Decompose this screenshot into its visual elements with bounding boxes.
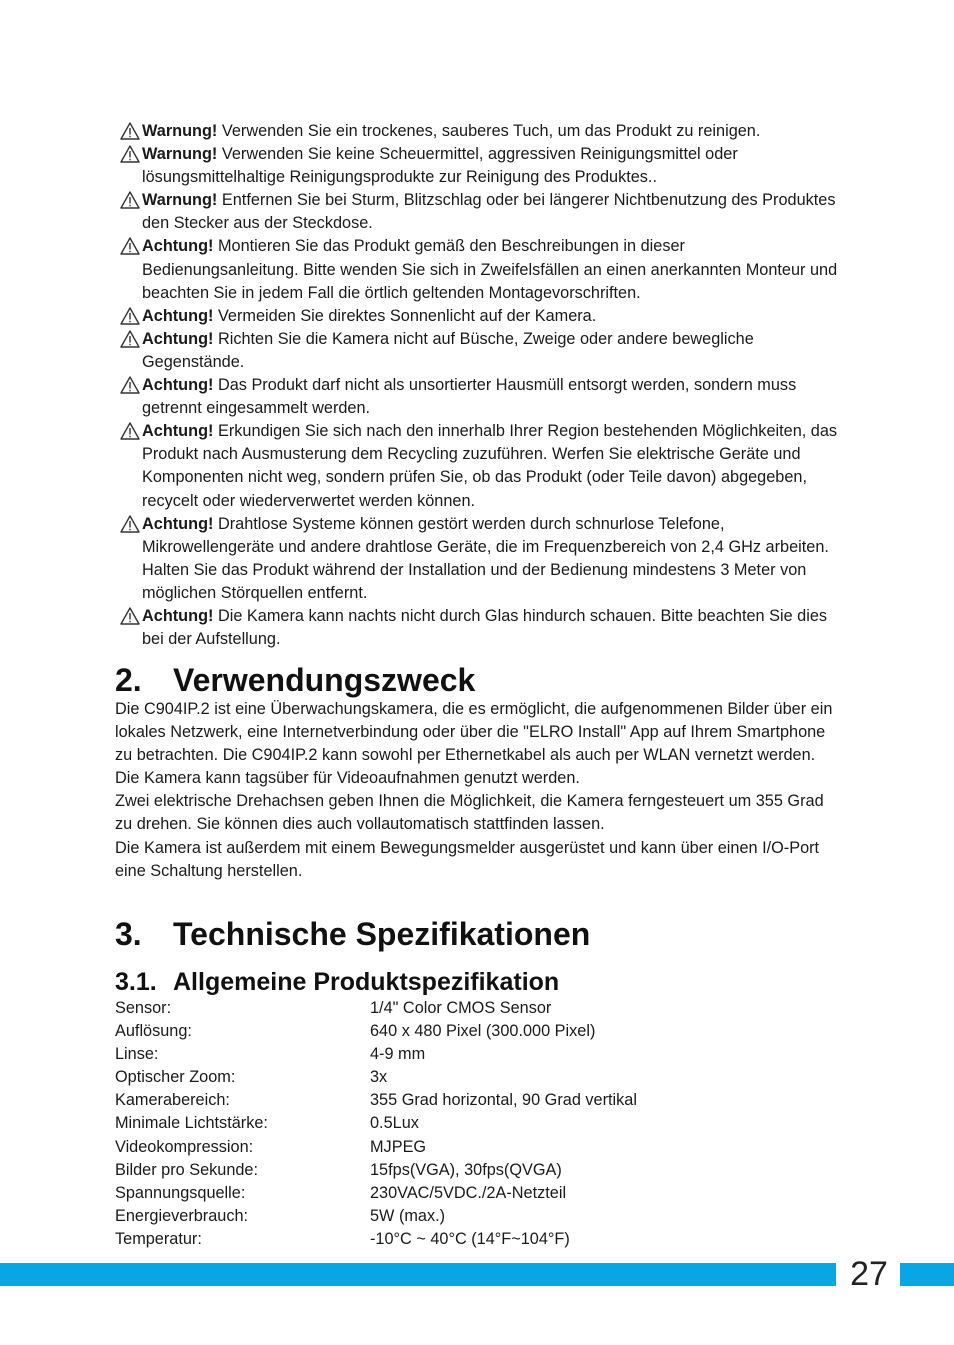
warning-item bbox=[120, 328, 840, 374]
warning-item bbox=[120, 235, 840, 304]
spec-key: Minimale Lichtstärke: bbox=[115, 1114, 268, 1133]
spec-key: Optischer Zoom: bbox=[115, 1068, 236, 1087]
warning-label: Achtung! bbox=[142, 514, 214, 533]
warning-item bbox=[120, 120, 840, 143]
spec-row bbox=[115, 1205, 845, 1228]
spec-row bbox=[115, 997, 845, 1020]
spec-value: 3x bbox=[370, 1068, 388, 1087]
warning-triangle-icon bbox=[120, 145, 140, 163]
warning-label: Achtung! bbox=[142, 306, 214, 325]
warning-triangle-icon bbox=[120, 515, 140, 533]
warning-label: Achtung! bbox=[142, 606, 214, 625]
warning-text: Die Kamera kann nachts nicht durch Glas hindurch schauen. Bitte beachten Sie dies bei der Aufstellung. bbox=[142, 606, 828, 649]
spec-value: -10°C ~ 40°C (14°F~104°F) bbox=[370, 1229, 570, 1248]
spec-value: 1/4" Color CMOS Sensor bbox=[370, 999, 552, 1017]
spec-key: Kamerabereich: bbox=[115, 1091, 230, 1110]
page-number: 27 bbox=[850, 1255, 888, 1293]
spec-value: 15fps(VGA), 30fps(QVGA) bbox=[370, 1160, 562, 1179]
section-number: 2. bbox=[115, 662, 142, 698]
spec-table bbox=[115, 997, 845, 1251]
spec-key: Spannungsquelle: bbox=[115, 1183, 246, 1202]
warning-text: Montieren Sie das Produkt gemäß den Beschreibungen in dieser Bedienungsanleitung. Bitte wenden Sie sich in Zweifelsfällen an einen anerkannten Monteur und beachten Sie in jedem Fall die örtlich geltenden Montagevorschriften. bbox=[142, 237, 838, 302]
warning-triangle-icon bbox=[120, 237, 140, 255]
warning-item bbox=[120, 513, 840, 605]
warning-label: Achtung! bbox=[142, 237, 214, 256]
warning-triangle-icon bbox=[120, 122, 140, 140]
footer-accent-bar bbox=[900, 1263, 954, 1286]
section-number: 3.1. bbox=[115, 968, 157, 996]
paragraph: Die Kamera kann tagsüber für Videoaufnahmen genutzt werden. bbox=[115, 769, 580, 788]
spec-row bbox=[115, 1043, 845, 1066]
warning-label: Warnung! bbox=[142, 145, 218, 164]
spec-key: Energieverbrauch: bbox=[115, 1206, 249, 1225]
spec-key: Temperatur: bbox=[115, 1229, 202, 1248]
section-2-body bbox=[115, 698, 845, 883]
warnings-list bbox=[120, 120, 840, 651]
warning-text: Drahtlose Systeme können gestört werden durch schnurlose Telefone, Mikrowellengeräte und andere drahtlose Geräte, die im Frequenzbereich von 2,4 GHz arbeiten. Halten Sie das Produkt während der Installation und der Bedienung mindestens 3 Meter von möglichen Störquellen entfernt. bbox=[142, 514, 829, 602]
warning-label: Achtung! bbox=[142, 329, 214, 348]
warning-item bbox=[120, 374, 840, 420]
paragraph: Die Kamera ist außerdem mit einem Bewegungsmelder ausgerüstet und kann über einen I/O-Port eine Schaltung herstellen. bbox=[115, 838, 820, 880]
page-footer bbox=[0, 1255, 954, 1293]
spec-row bbox=[115, 1089, 845, 1112]
spec-value: 640 x 480 Pixel (300.000 Pixel) bbox=[370, 1022, 596, 1041]
warning-item bbox=[120, 420, 840, 512]
section-number: 3. bbox=[115, 916, 142, 952]
warning-text: Verwenden Sie keine Scheuermittel, aggressiven Reinigungsmittel oder lösungsmittelhaltige Reinigungsprodukte zur Reinigung des Produktes.. bbox=[142, 145, 738, 187]
spec-key: Linse: bbox=[115, 1045, 159, 1064]
section-3-heading bbox=[115, 916, 590, 952]
spec-key: Videokompression: bbox=[115, 1137, 254, 1156]
warning-item bbox=[120, 305, 840, 328]
warning-triangle-icon bbox=[120, 191, 140, 209]
warning-triangle-icon bbox=[120, 307, 140, 325]
spec-row bbox=[115, 1182, 845, 1205]
warning-label: Warnung! bbox=[142, 122, 218, 140]
section-2-heading bbox=[115, 662, 475, 698]
spec-row bbox=[115, 1112, 845, 1135]
warning-triangle-icon bbox=[120, 607, 140, 625]
section-title: Verwendungszweck bbox=[173, 662, 476, 698]
warning-label: Achtung! bbox=[142, 376, 214, 395]
spec-value: 355 Grad horizontal, 90 Grad vertikal bbox=[370, 1091, 637, 1110]
spec-value: 0.5Lux bbox=[370, 1114, 419, 1133]
warning-item bbox=[120, 143, 840, 189]
paragraph: Die C904IP.2 ist eine Überwachungskamera, die es ermöglicht, die aufgenommenen Bilder über ein lokales Netzwerk, eine Internetverbindung oder über die "ELRO Install" App auf Ihrem Smartphone zu betrachten. Die C904IP.2 kann sowohl per Ethernetkabel als auch per WLAN vernetzt werden. bbox=[115, 700, 833, 765]
warning-text: Vermeiden Sie direktes Sonnenlicht auf der Kamera. bbox=[213, 306, 597, 325]
warning-triangle-icon bbox=[120, 330, 140, 348]
section-title: Allgemeine Produktspezifikation bbox=[173, 968, 560, 996]
spec-key: Sensor: bbox=[115, 999, 172, 1017]
spec-row bbox=[115, 1136, 845, 1159]
spec-key: Auflösung: bbox=[115, 1022, 192, 1041]
paragraph: Zwei elektrische Drehachsen geben Ihnen die Möglichkeit, die Kamera ferngesteuert um 355 Grad zu drehen. Sie können dies auch vollautomatisch stattfinden lassen. bbox=[115, 792, 824, 834]
section-title: Technische Spezifikationen bbox=[173, 916, 591, 952]
warning-item bbox=[120, 605, 840, 651]
section-3-1-heading bbox=[115, 968, 559, 996]
spec-row bbox=[115, 1066, 845, 1089]
spec-key: Bilder pro Sekunde: bbox=[115, 1160, 259, 1179]
spec-value: 230VAC/5VDC./2A-Netzteil bbox=[370, 1183, 567, 1202]
warning-text: Entfernen Sie bei Sturm, Blitzschlag oder bei längerer Nichtbenutzung des Produktes den Stecker aus der Steckdose. bbox=[142, 191, 836, 233]
warning-item bbox=[120, 189, 840, 235]
warning-text: Richten Sie die Kamera nicht auf Büsche, Zweige oder andere bewegliche Gegenstände. bbox=[142, 329, 754, 371]
spec-row bbox=[115, 1228, 845, 1251]
warning-triangle-icon bbox=[120, 376, 140, 394]
spec-value: 4-9 mm bbox=[370, 1045, 426, 1064]
spec-row bbox=[115, 1020, 845, 1043]
warning-label: Warnung! bbox=[142, 191, 218, 210]
warning-text: Das Produkt darf nicht als unsortierter Hausmüll entsorgt werden, sondern muss getrennt eingesammelt werden. bbox=[142, 376, 797, 418]
footer-accent-bar bbox=[0, 1263, 836, 1286]
spec-value: 5W (max.) bbox=[370, 1206, 446, 1225]
warning-text: Verwenden Sie ein trockenes, sauberes Tuch, um das Produkt zu reinigen. bbox=[217, 122, 761, 140]
warning-text: Erkundigen Sie sich nach den innerhalb Ihrer Region bestehenden Möglichkeiten, das Produkt nach Ausmusterung dem Recycling zuzuführen. Werfen Sie elektrische Geräte und Komponenten nicht weg, sondern prüfen Sie, ob das Produkt (oder Teile davon) abgegeben, recycelt oder wiederverwertet werden können. bbox=[142, 422, 838, 510]
warning-label: Achtung! bbox=[142, 422, 214, 441]
warning-triangle-icon bbox=[120, 422, 140, 440]
spec-row bbox=[115, 1159, 845, 1182]
spec-value: MJPEG bbox=[370, 1137, 427, 1156]
